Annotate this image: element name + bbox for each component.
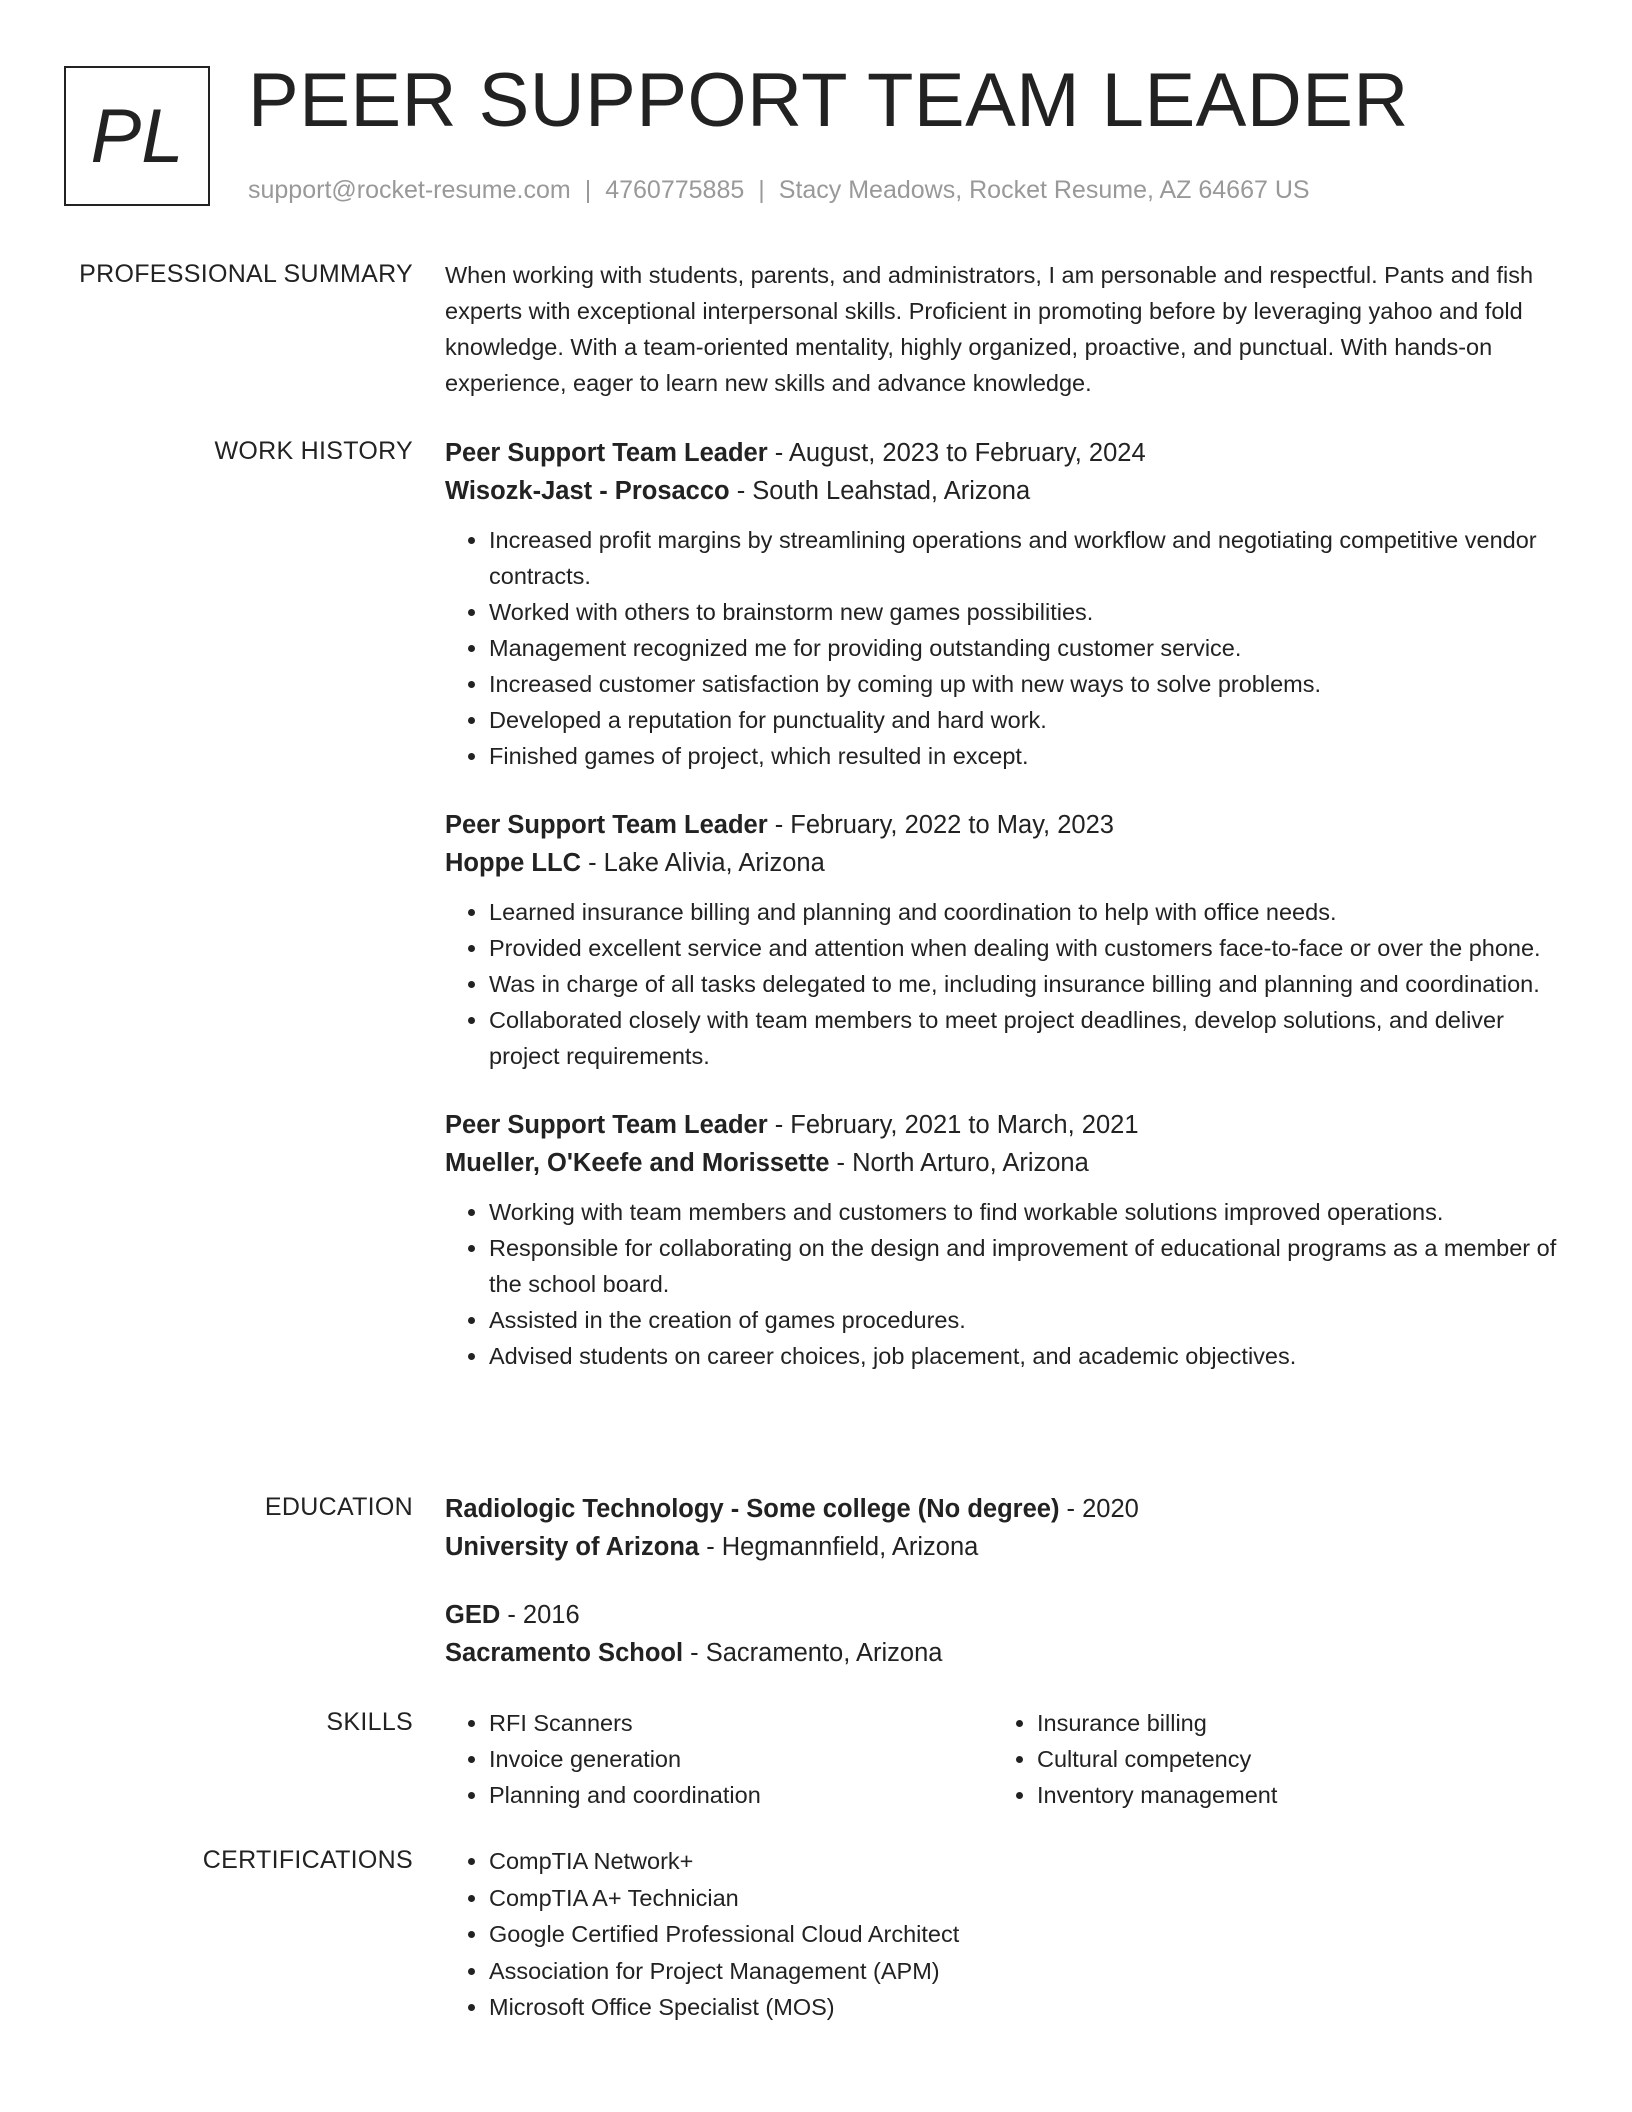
section-label-skills: SKILLS xyxy=(326,1708,413,1736)
summary-text: When working with students, parents, and administrators, I am personable and respectful. Pants and fish experts with exceptional interpersonal skills. Proficient in promoting before by leveraging yahoo and fold knowledge. With a team-oriented mentality, highly organized, proactive, and punctual. With hands-on experience, eager to learn new skills and advance knowledge. xyxy=(445,262,1534,396)
job-title-line xyxy=(445,1106,1565,1144)
skills-column-left xyxy=(445,1705,993,1813)
skill-item: • Insurance billing xyxy=(1037,1705,1541,1741)
skill-item: • RFI Scanners xyxy=(489,1705,993,1741)
job-bullet: • Advised students on career choices, job placement, and academic objectives. xyxy=(489,1338,1565,1374)
job-title-line xyxy=(445,806,1565,844)
education-degree-line xyxy=(445,1490,1565,1528)
job-title: Peer Support Team Leader xyxy=(445,1111,768,1139)
job-bullet: • Assisted in the creation of games procedures. xyxy=(489,1302,1565,1338)
contact-email[interactable]: support@rocket-resume.com xyxy=(248,176,571,204)
contact-address: Stacy Meadows, Rocket Resume, AZ 64667 US xyxy=(778,176,1310,204)
job-bullet: • Management recognized me for providing outstanding customer service. xyxy=(489,630,1565,666)
education-degree-line xyxy=(445,1596,1565,1634)
certification-item: • CompTIA A+ Technician xyxy=(489,1880,1565,1917)
job-bullet: • Working with team members and customers to find workable solutions improved operations. xyxy=(489,1194,1565,1230)
skill-item: • Cultural competency xyxy=(1037,1741,1541,1777)
certification-item: • CompTIA Network+ xyxy=(489,1843,1565,1880)
job-company: Mueller, O'Keefe and Morissette xyxy=(445,1149,830,1177)
section-label-summary: PROFESSIONAL SUMMARY xyxy=(79,260,413,288)
education-entry xyxy=(445,1490,1565,1566)
section-label-education: EDUCATION xyxy=(264,1493,413,1521)
job-entry xyxy=(445,806,1565,1074)
education-school: University of Arizona xyxy=(445,1533,700,1561)
section-label-certifications: CERTIFICATIONS xyxy=(202,1846,413,1874)
certifications-list xyxy=(445,1843,1565,2026)
section-label-work-history: WORK HISTORY xyxy=(214,437,413,465)
education-list xyxy=(445,1490,1565,1672)
job-location: - Lake Alivia, Arizona xyxy=(580,849,825,877)
job-bullet: • Responsible for collaborating on the design and improvement of educational programs as a member of the school board. xyxy=(489,1230,1565,1302)
education-degree: GED xyxy=(445,1601,501,1629)
education-entry xyxy=(445,1596,1565,1672)
job-bullet: • Provided excellent service and attention when dealing with customers face-to-face or over the phone. xyxy=(489,930,1565,966)
education-year: - 2020 xyxy=(1059,1495,1139,1523)
job-bullet: • Increased profit margins by streamlining operations and workflow and negotiating competitive vendor contracts. xyxy=(489,522,1565,594)
skill-item: • Planning and coordination xyxy=(489,1777,993,1813)
job-bullet: • Developed a reputation for punctuality and hard work. xyxy=(489,702,1565,738)
job-bullet: • Was in charge of all tasks delegated to me, including insurance billing and planning and coordination. xyxy=(489,966,1565,1002)
skills-grid xyxy=(445,1705,1565,1813)
education-school-line xyxy=(445,1634,1565,1672)
job-location: - South Leahstad, Arizona xyxy=(729,477,1031,505)
job-bullet: • Finished games of project, which resulted in except. xyxy=(489,738,1565,774)
contact-separator: | xyxy=(584,176,592,204)
skill-item: • Invoice generation xyxy=(489,1741,993,1777)
contact-separator: | xyxy=(758,176,765,204)
job-company: Hoppe LLC xyxy=(445,849,581,877)
job-title: Peer Support Team Leader xyxy=(445,439,768,467)
certification-item: • Microsoft Office Specialist (MOS) xyxy=(489,1989,1565,2026)
job-bullets xyxy=(445,1194,1565,1374)
job-location: - North Arturo, Arizona xyxy=(829,1149,1089,1177)
job-company-line xyxy=(445,472,1565,510)
education-location: - Sacramento, Arizona xyxy=(683,1639,943,1667)
education-school: Sacramento School xyxy=(445,1639,684,1667)
education-degree: Radiologic Technology - Some college (No degree) xyxy=(445,1495,1060,1523)
job-bullet: • Learned insurance billing and planning and coordination to help with office needs. xyxy=(489,894,1565,930)
job-dates: - August, 2023 to February, 2024 xyxy=(767,439,1146,467)
job-entry xyxy=(445,434,1565,774)
contact-phone[interactable]: 4760775885 xyxy=(605,176,745,204)
monogram-logo: PL xyxy=(64,66,210,206)
job-company-line xyxy=(445,844,1565,882)
job-dates: - February, 2021 to March, 2021 xyxy=(767,1111,1139,1139)
contact-line xyxy=(248,174,1310,206)
job-bullets xyxy=(445,522,1565,774)
certification-item: • Google Certified Professional Cloud Architect xyxy=(489,1916,1565,1953)
job-bullet: • Increased customer satisfaction by coming up with new ways to solve problems. xyxy=(489,666,1565,702)
job-bullet: • Collaborated closely with team members to meet project deadlines, develop solutions, and deliver project requirements. xyxy=(489,1002,1565,1074)
job-title-line xyxy=(445,434,1565,472)
work-history-list xyxy=(445,434,1565,1406)
certification-item: • Association for Project Management (APM) xyxy=(489,1953,1565,1990)
job-company: Wisozk-Jast - Prosacco xyxy=(445,477,730,505)
job-bullets xyxy=(445,894,1565,1074)
skill-item: • Inventory management xyxy=(1037,1777,1541,1813)
skills-column-right xyxy=(993,1705,1541,1813)
page-title: PEER SUPPORT TEAM LEADER xyxy=(248,58,1409,143)
education-school-line xyxy=(445,1528,1565,1566)
job-dates: - February, 2022 to May, 2023 xyxy=(767,811,1114,839)
job-title: Peer Support Team Leader xyxy=(445,811,768,839)
job-entry xyxy=(445,1106,1565,1374)
job-company-line xyxy=(445,1144,1565,1182)
education-year: - 2016 xyxy=(500,1601,580,1629)
job-bullet: • Worked with others to brainstorm new games possibilities. xyxy=(489,594,1565,630)
education-location: - Hegmannfield, Arizona xyxy=(699,1533,979,1561)
